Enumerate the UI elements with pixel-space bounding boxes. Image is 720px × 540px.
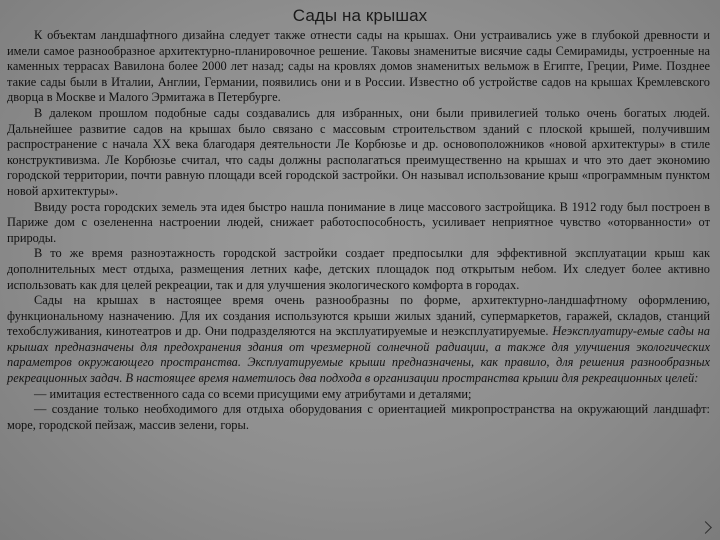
paragraph-3: Ввиду роста городских земель эта идея быстро нашла понимание в лице массового застройщика. В 1912 году был построен в Париже дом с озелененна настроении людей, снижает работоспособность, усиливает неприятное чувство «оторванности» от природы. — [7, 199, 710, 245]
paragraph-2: В далеком прошлом подобные сады создавались для избранных, они были привилегией только очень богатых людей. Дальнейшее развитие садов на крышах было связано с массовым строительством зданий с плоской крышей, получившим распространение с начала XX века благодаря деятельности Ле Корбюзье и др. основоположников «новой архитектуры» в стиле конструктивизма. Ле Корбюзье считал, что сады должны располагаться преимущественно на крышах и что это дает экономию городской территории, почти равную площади всей городской застройки. Он называл использование крыш «программным пунктом новой архитектуры». — [7, 105, 710, 198]
paragraph-5-plain: Сады на крышах в настоящее время очень разнообразны по форме, архитектурно-ландшафтному оформлению, функциональному назначению. Для их создания используются крыши жилых зданий, супермаркетов, гаражей, складов, станций техобслуживания, кинотеатров и др. Они подразделяются на эксплуатируемые и неэксплуатируемые. — [7, 293, 710, 339]
paragraph-5-italic: Неэксплуатиру-емые сады на крышах предназначены для предохранения здания от чрезмерной солнечной радиации, а также для улучшения экологических параметров окружающего пространства. Эксплуатируемые крыши предназначены, как правило, для решения разнообразных рекреационных задач. В настоящее время наметилось два подхода в организации пространства крыши для рекреационных целей: — [7, 324, 710, 386]
list-item-1: — имитация естественного сада со всеми присущими ему атрибутами и деталями; — [34, 386, 472, 401]
slide-title: Сады на крышах — [292, 6, 428, 25]
list-item-2: — создание только необходимого для отдыха оборудования с ориентацией микропространства на окружающий ландшафт: море, городской пейзаж, массив зелени, горы. — [7, 402, 710, 432]
paragraph-1: К объектам ландшафтного дизайна следует также отнести сады на крышах. Они устраивались уже в глубокой древности и имели самое разнообразное архитектурно-планировочное решение. Таковы знаменитые висячие сады Семирамиды, устроенные на каменных террасах Вавилона более 2000 лет назад; сады на кровлях домов знаменитых вельмож в Египте, Греции, Риме. Позднее такие сады были в Италии, Англии, Германии, появились они и в России. Известно об устройстве садов на крышах Кремлевского дворца в Москве и Малого Эрмитажа в Петербурге. — [7, 28, 710, 105]
body-text — [7, 28, 710, 433]
next-arrow-icon[interactable] — [699, 521, 712, 534]
paragraph-5 — [7, 293, 710, 387]
paragraph-4: В то же время разноэтажность городской застройки создает предпосылки для эффективной эксплуатации крыш как дополнительных мест отдыха, размещения летних кафе, детских площадок под открытым небом. Их следует более активно использовать как для целей рекреации, так и для улучшения экологического комфорта в городах. — [7, 246, 710, 292]
